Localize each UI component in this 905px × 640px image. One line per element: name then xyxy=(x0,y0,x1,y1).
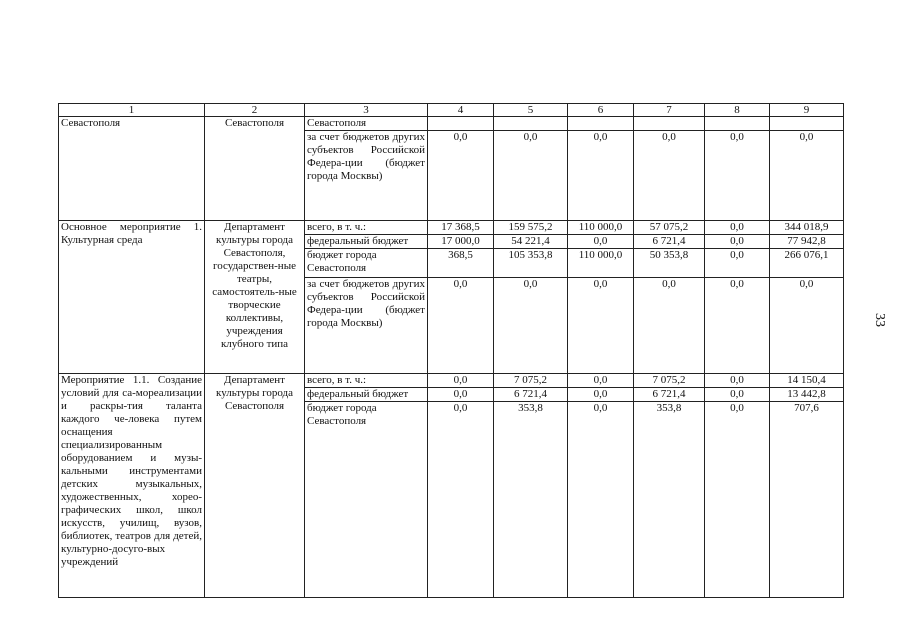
value-cell: 0,0 xyxy=(568,235,634,249)
executor-cell: Департамент культуры города Севастополя, государствен-ные театры, самостоятель-ные творческие коллективы, учреждения клубного типа xyxy=(205,221,305,374)
value-cell: 57 075,2 xyxy=(634,221,705,235)
value-cell: 110 000,0 xyxy=(568,249,634,278)
value-cell: 353,8 xyxy=(634,402,705,598)
header-cell: 1 xyxy=(59,104,205,117)
source-cell: федеральный бюджет xyxy=(305,388,428,402)
value-cell: 17 368,5 xyxy=(428,221,494,235)
value-cell: 0,0 xyxy=(770,131,844,221)
source-cell: за счет бюджетов других субъектов Российской Федера-ции (бюджет города Москвы) xyxy=(305,278,428,374)
value-cell: 50 353,8 xyxy=(634,249,705,278)
value-cell: 0,0 xyxy=(568,278,634,374)
value-cell: 6 721,4 xyxy=(494,388,568,402)
value-cell: 159 575,2 xyxy=(494,221,568,235)
source-cell: бюджет города Севастополя xyxy=(305,402,428,598)
value-cell: 54 221,4 xyxy=(494,235,568,249)
header-cell: 3 xyxy=(305,104,428,117)
budget-table xyxy=(58,103,844,598)
value-cell: 77 942,8 xyxy=(770,235,844,249)
header-cell: 5 xyxy=(494,104,568,117)
value-cell: 0,0 xyxy=(634,131,705,221)
table-row xyxy=(59,117,844,131)
value-cell: 14 150,4 xyxy=(770,374,844,388)
value-cell: 0,0 xyxy=(634,278,705,374)
page-number: 33 xyxy=(872,313,887,327)
header-cell: 2 xyxy=(205,104,305,117)
value-cell: 0,0 xyxy=(494,278,568,374)
executor-cell: Севастополя xyxy=(205,117,305,221)
value-cell: 0,0 xyxy=(428,402,494,598)
value-cell: 0,0 xyxy=(568,388,634,402)
activity-name-cell: Основное мероприятие 1. Культурная среда xyxy=(59,221,205,374)
value-cell: 0,0 xyxy=(568,374,634,388)
value-cell: 0,0 xyxy=(705,249,770,278)
header-cell: 4 xyxy=(428,104,494,117)
source-cell: за счет бюджетов других субъектов Российской Федера-ции (бюджет города Москвы) xyxy=(305,131,428,221)
value-cell: 707,6 xyxy=(770,402,844,598)
value-cell: 0,0 xyxy=(568,402,634,598)
value-cell: 110 000,0 xyxy=(568,221,634,235)
source-cell: Севастополя xyxy=(305,117,428,131)
value-cell: 353,8 xyxy=(494,402,568,598)
value-cell: 105 353,8 xyxy=(494,249,568,278)
source-cell: всего, в т. ч.: xyxy=(305,221,428,235)
value-cell: 0,0 xyxy=(494,131,568,221)
value-cell: 0,0 xyxy=(705,235,770,249)
value-cell: 0,0 xyxy=(705,374,770,388)
value-cell: 17 000,0 xyxy=(428,235,494,249)
value-cell: 368,5 xyxy=(428,249,494,278)
header-cell: 7 xyxy=(634,104,705,117)
source-cell: всего, в т. ч.: xyxy=(305,374,428,388)
activity-name-cell: Мероприятие 1.1. Создание условий для са-мореализации и раскры-тия таланта каждого че-ловека путем оснащения специализированным оборудованием и музы-кальными инструментами детских музыкальных, художественных, хорео-графических школ, школ искусств, училищ, вузов, библиотек, театров для детей, культурно-досуго-вых учреждений xyxy=(59,374,205,598)
value-cell: 0,0 xyxy=(428,131,494,221)
value-cell: 344 018,9 xyxy=(770,221,844,235)
value-cell: 13 442,8 xyxy=(770,388,844,402)
value-cell: 7 075,2 xyxy=(494,374,568,388)
value-cell: 0,0 xyxy=(705,131,770,221)
value-cell: 0,0 xyxy=(705,278,770,374)
value-cell: 0,0 xyxy=(705,402,770,598)
value-cell: 0,0 xyxy=(428,278,494,374)
header-cell: 8 xyxy=(705,104,770,117)
value-cell: 0,0 xyxy=(428,374,494,388)
value-cell: 0,0 xyxy=(428,388,494,402)
value-cell: 0,0 xyxy=(705,388,770,402)
value-cell: 6 721,4 xyxy=(634,235,705,249)
value-cell: 0,0 xyxy=(568,131,634,221)
header-cell: 9 xyxy=(770,104,844,117)
source-cell: бюджет города Севастополя xyxy=(305,249,428,278)
source-cell: федеральный бюджет xyxy=(305,235,428,249)
value-cell: 266 076,1 xyxy=(770,249,844,278)
value-cell: 7 075,2 xyxy=(634,374,705,388)
header-cell: 6 xyxy=(568,104,634,117)
executor-cell: Департамент культуры города Севастополя xyxy=(205,374,305,598)
value-cell: 6 721,4 xyxy=(634,388,705,402)
table-row xyxy=(59,221,844,235)
table-row xyxy=(59,374,844,388)
header-row xyxy=(59,104,844,117)
value-cell: 0,0 xyxy=(705,221,770,235)
value-cell: 0,0 xyxy=(770,278,844,374)
activity-name-cell: Севастополя xyxy=(59,117,205,221)
